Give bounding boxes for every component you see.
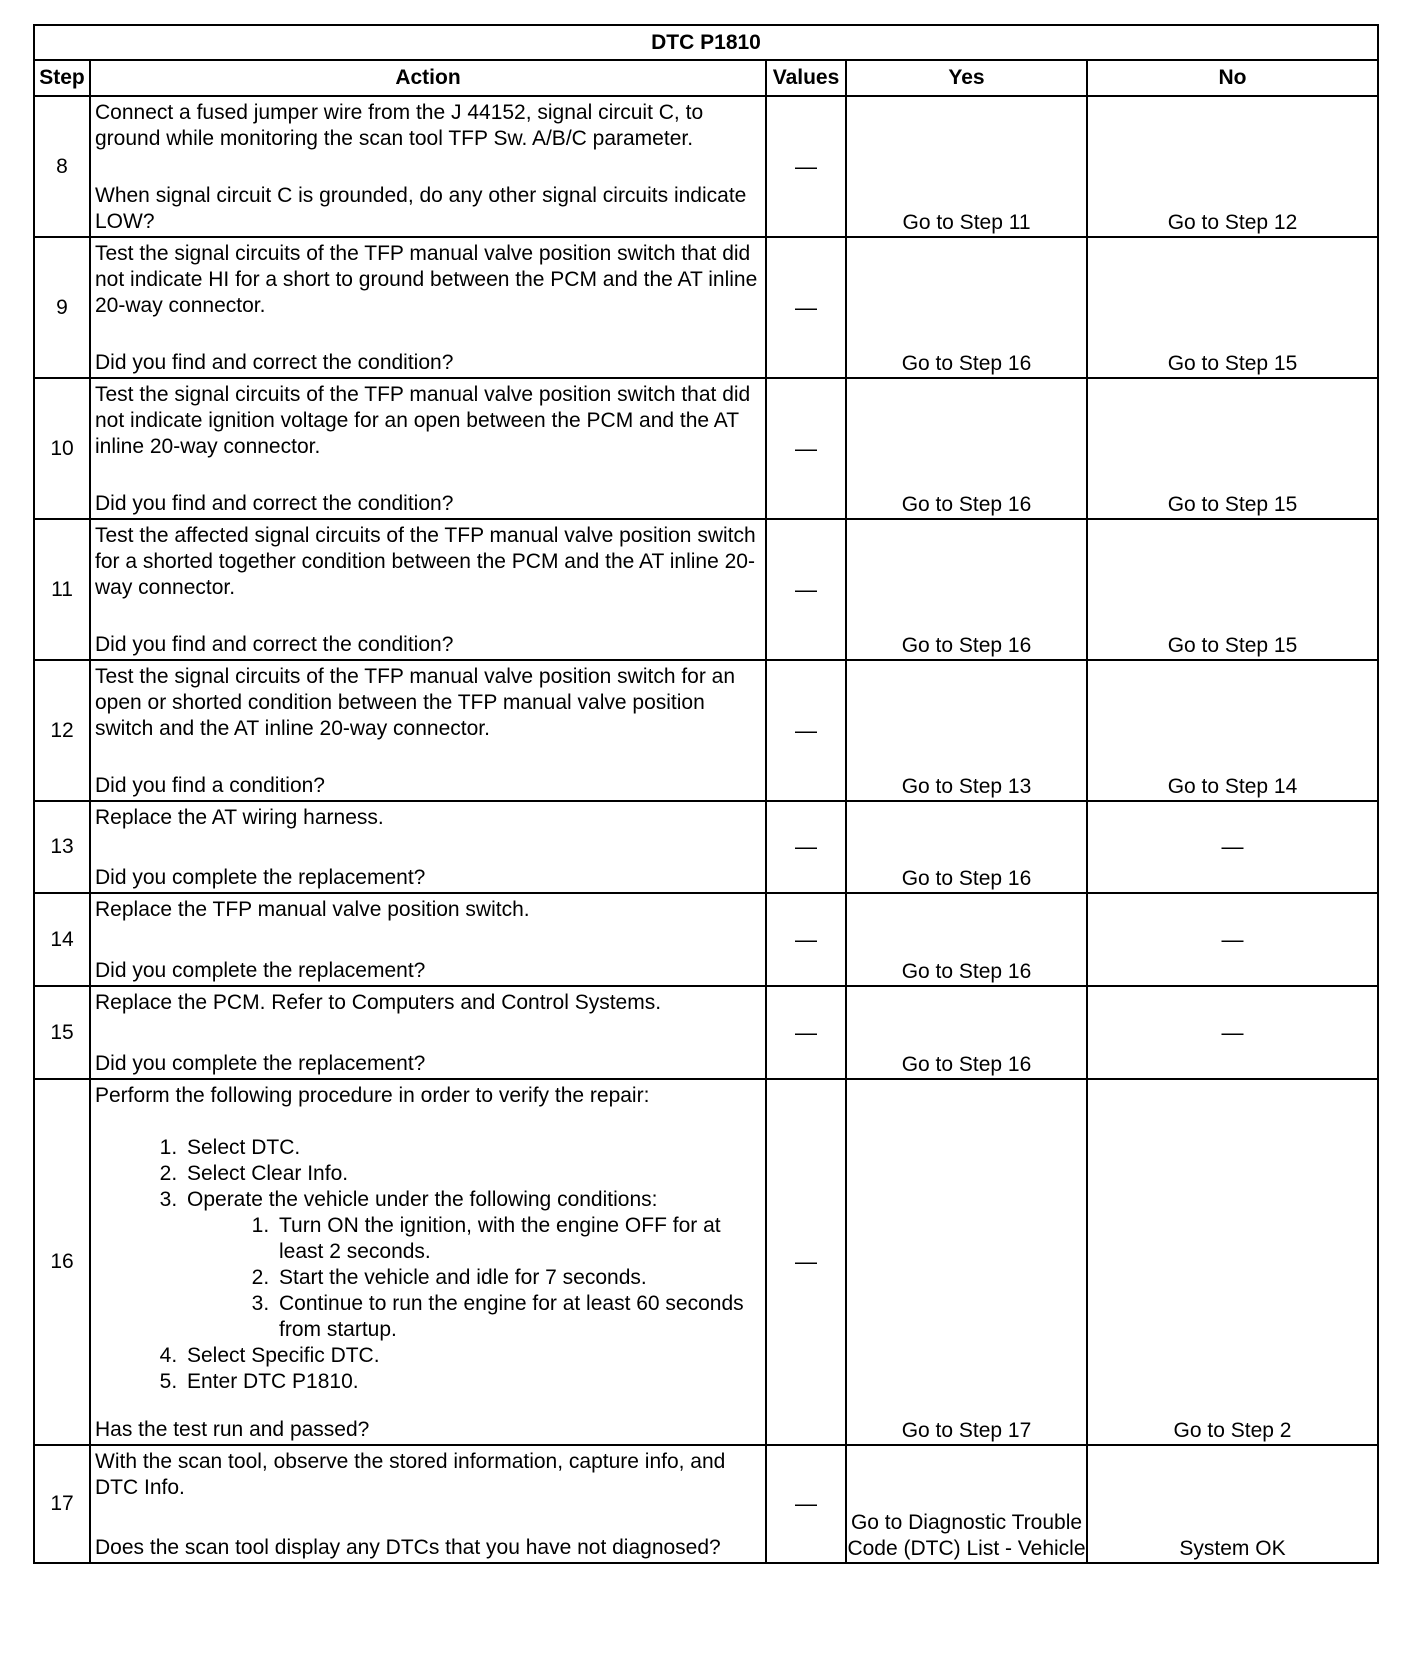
action-text: Perform the following procedure in order to verify the repair: [95,1084,650,1107]
action-cell [90,378,766,519]
header-values: Values [766,60,846,96]
values-cell: — [766,519,846,660]
header-step: Step [34,60,90,96]
no-cell: System OK [1087,1445,1378,1563]
procedure-block [95,1083,761,1395]
step-number: 17 [34,1445,90,1563]
list-item [183,1187,761,1343]
values-cell: — [766,660,846,801]
no-cell: Go to Step 15 [1087,378,1378,519]
list-item: 4. Select Specific DTC. [183,1343,761,1369]
action-text: Replace the TFP manual valve position switch. [95,898,530,921]
action-question: Did you complete the replacement? [95,866,426,889]
header-action: Action [90,60,766,96]
table-row [34,986,1378,1079]
yes-cell: Go to Step 16 [846,801,1087,893]
step-number: 12 [34,660,90,801]
no-cell: Go to Step 15 [1087,237,1378,378]
table-row [34,96,1378,237]
table-title: DTC P1810 [34,25,1378,60]
action-question: Did you find and correct the condition? [95,633,454,656]
action-text: Replace the AT wiring harness. [95,806,384,829]
step-number: 11 [34,519,90,660]
no-cell: Go to Step 15 [1087,519,1378,660]
table-row [34,893,1378,986]
list-item: 1. Select DTC. [183,1135,761,1161]
step-number: 10 [34,378,90,519]
yes-cell: Go to Step 16 [846,893,1087,986]
action-cell [90,1445,766,1563]
yes-cell: Go to Step 16 [846,519,1087,660]
table-row [34,801,1378,893]
action-cell [90,986,766,1079]
action-question: Did you find and correct the condition? [95,492,454,515]
action-cell [90,660,766,801]
header-yes: Yes [846,60,1087,96]
action-question: Did you complete the replacement? [95,1052,426,1075]
procedure-list [95,1135,761,1395]
action-cell [90,519,766,660]
list-item-text: Operate the vehicle under the following conditions: [187,1188,658,1211]
action-question: When signal circuit C is grounded, do any other signal circuits indicate LOW? [95,184,747,233]
list-item: 2. Select Clear Info. [183,1161,761,1187]
action-cell [90,96,766,237]
action-cell [90,1079,766,1445]
values-cell: — [766,986,846,1079]
action-question: Does the scan tool display any DTCs that you have not diagnosed? [95,1536,721,1559]
step-number: 13 [34,801,90,893]
action-text: Test the signal circuits of the TFP manual valve position switch that did not indicate HI for a short to ground between the PCM and the AT inline 20-way connector. [95,242,758,317]
table-row [34,378,1378,519]
action-text: Test the affected signal circuits of the TFP manual valve position switch for a shorted together condition between the PCM and the AT inline 20-way connector. [95,524,756,599]
yes-cell: Go to Diagnostic Trouble Code (DTC) List - Vehicle [846,1445,1087,1563]
values-cell: — [766,801,846,893]
yes-cell: Go to Step 11 [846,96,1087,237]
values-cell: — [766,1079,846,1445]
step-number: 8 [34,96,90,237]
header-row [34,60,1378,96]
no-cell: — [1087,801,1378,893]
action-question: Did you complete the replacement? [95,959,426,982]
action-text: With the scan tool, observe the stored information, capture info, and DTC Info. [95,1450,726,1499]
no-cell: Go to Step 12 [1087,96,1378,237]
step-number: 16 [34,1079,90,1445]
yes-cell: Go to Step 17 [846,1079,1087,1445]
no-cell: — [1087,986,1378,1079]
list-item: 2. Start the vehicle and idle for 7 seconds. [275,1265,761,1291]
table-row [34,519,1378,660]
no-cell: Go to Step 14 [1087,660,1378,801]
action-text: Replace the PCM. Refer to Computers and Control Systems. [95,991,662,1014]
table-row [34,660,1378,801]
table-row [34,237,1378,378]
values-cell: — [766,893,846,986]
values-cell: — [766,237,846,378]
no-cell: Go to Step 2 [1087,1079,1378,1445]
yes-cell: Go to Step 16 [846,237,1087,378]
yes-cell: Go to Step 16 [846,986,1087,1079]
action-question: Did you find a condition? [95,774,325,797]
title-row [34,25,1378,60]
values-cell: — [766,96,846,237]
list-item: 3. Continue to run the engine for at least 60 seconds from startup. [275,1291,761,1343]
step-number: 14 [34,893,90,986]
yes-cell: Go to Step 13 [846,660,1087,801]
table-row [34,1079,1378,1445]
no-cell: — [1087,893,1378,986]
action-cell [90,893,766,986]
action-text: Test the signal circuits of the TFP manual valve position switch that did not indicate ignition voltage for an open between the PCM and the AT inline 20-way connector. [95,383,751,458]
dtc-table [33,24,1379,1564]
values-cell: — [766,378,846,519]
list-item: 1. Turn ON the ignition, with the engine OFF for at least 2 seconds. [275,1213,761,1265]
action-text: Connect a fused jumper wire from the J 44152, signal circuit C, to ground while monitoring the scan tool TFP Sw. A/B/C parameter. [95,101,704,150]
table-row [34,1445,1378,1563]
action-cell [90,237,766,378]
list-item: 5. Enter DTC P1810. [183,1369,761,1395]
action-question: Has the test run and passed? [95,1418,370,1441]
values-cell: — [766,1445,846,1563]
sub-procedure-list [187,1213,761,1343]
yes-cell: Go to Step 16 [846,378,1087,519]
step-number: 15 [34,986,90,1079]
action-question: Did you find and correct the condition? [95,351,454,374]
header-no: No [1087,60,1378,96]
step-number: 9 [34,237,90,378]
action-cell [90,801,766,893]
action-text: Test the signal circuits of the TFP manual valve position switch for an open or shorted condition between the TFP manual valve position switch and the AT inline 20-way connector. [95,665,736,740]
